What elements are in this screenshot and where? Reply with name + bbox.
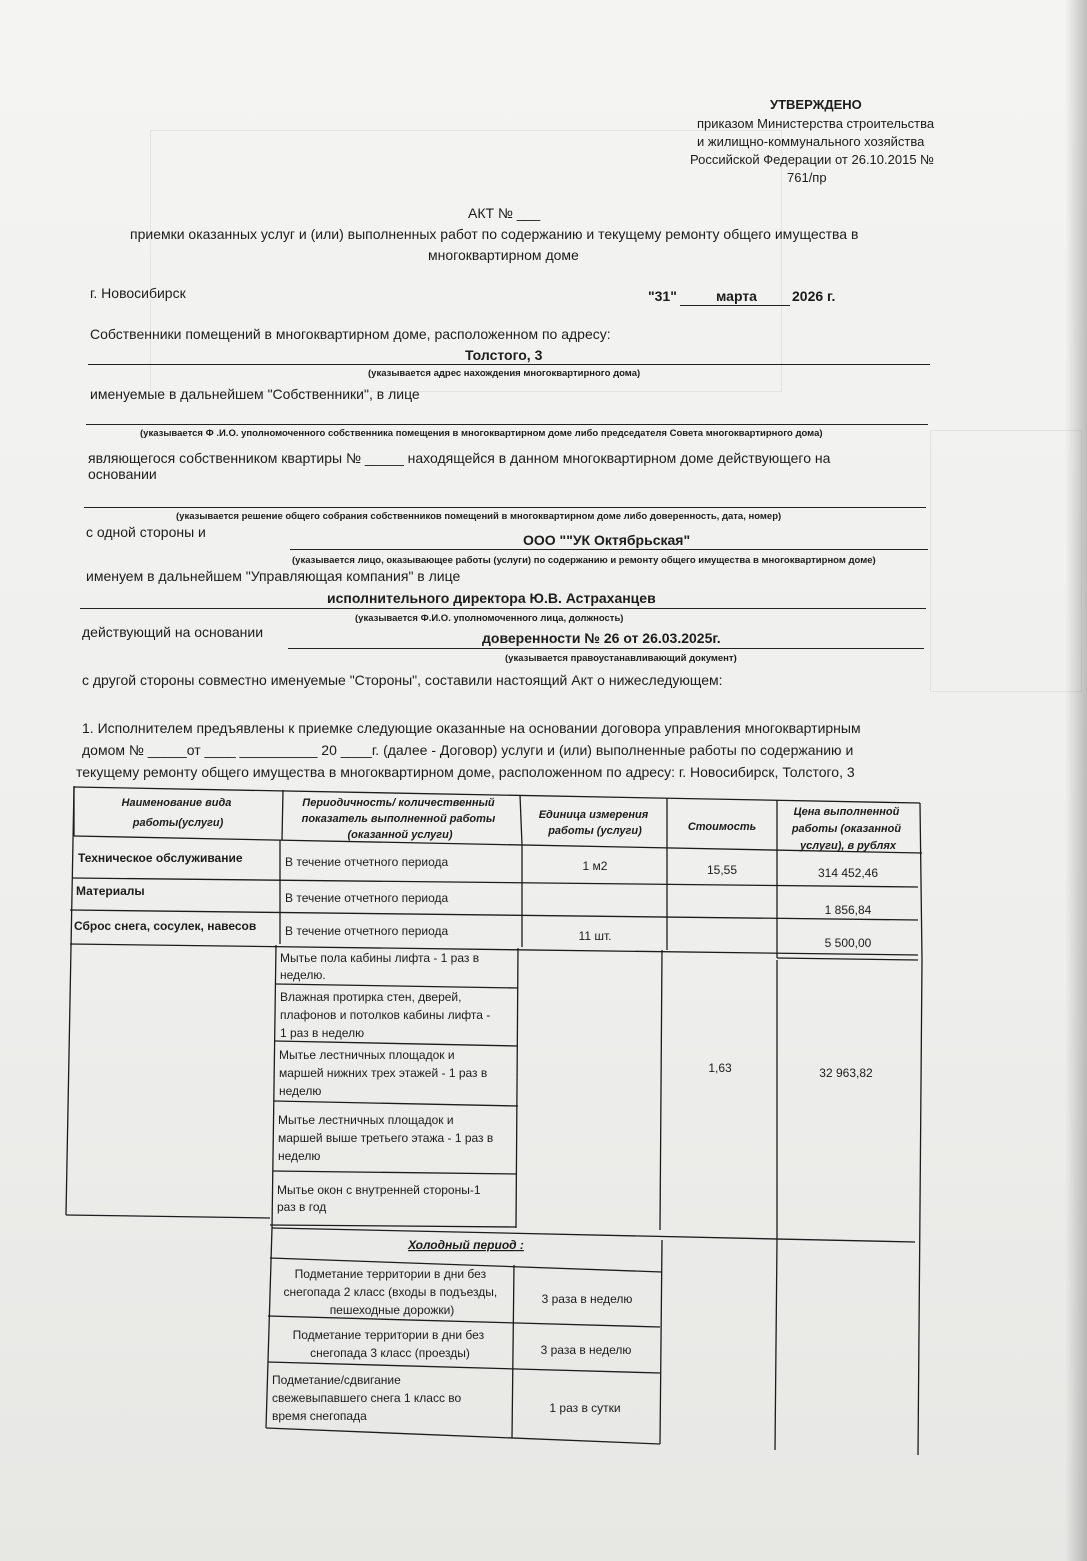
- cleaning-item-3-line-2: маршей нижних трех этажей - 1 раз в: [279, 1066, 488, 1080]
- cleaning-item-1-line-1: Мытье пола кабины лифта - 1 раз в: [280, 951, 480, 965]
- acting-on-label: действующий на основании: [82, 624, 264, 640]
- header-period-line-2: показатель выполненной работы: [301, 813, 496, 825]
- act-number: АКТ № ___: [468, 205, 541, 221]
- cold-item-2-line-2: снегопада 3 класс (проезды): [310, 1346, 470, 1360]
- header-name: [122, 797, 235, 829]
- basis-hint: (указывается решение общего собрания собственников помещений в многоквартирном доме либо доверенность, дата, номер): [176, 511, 782, 522]
- cleaning-item-2-line-3: 1 раз в неделю: [280, 1026, 365, 1040]
- row-2-name: Материалы: [76, 884, 145, 898]
- address-hint: (указывается адрес нахождения многоквартирного дома): [368, 368, 641, 379]
- contractor-hint: (указывается лицо, оказывающее работы (услуги) по содержанию и ремонту общего имущества в многоквартирном доме): [292, 555, 876, 566]
- cold-item-3-line-1: Подметание/сдвигание: [272, 1373, 401, 1387]
- row-1-period: В течение отчетного периода: [285, 855, 449, 869]
- approval-line-2: и жилищно-коммунального хозяйства: [697, 134, 925, 149]
- header-name-line-1: Наименование вида: [121, 797, 232, 809]
- cold-item-3: [272, 1373, 465, 1423]
- cold-item-2-line-1: Подметание территории в дни без: [292, 1328, 485, 1342]
- header-period-line-3: (оказанной услуги): [347, 829, 453, 841]
- cold-item-1-line-2: снегопада 2 класс (входы в подъезды,: [283, 1285, 498, 1299]
- header-cost: Стоимость: [687, 821, 757, 833]
- cold-item-1-line-3: пешеходные дорожки): [329, 1303, 455, 1317]
- cleaning-item-1: [280, 951, 482, 982]
- cold-item-2-frequency: 3 раза в неделю: [540, 1343, 632, 1357]
- cleaning-item-5-line-1: Мытье окон с внутренней стороны-1: [277, 1183, 481, 1197]
- cleaning-item-3-line-1: Мытье лестничных площадок и: [279, 1048, 455, 1062]
- cleaning-item-5-line-2: раз в год: [277, 1200, 327, 1214]
- approval-line-4: 761/пр: [787, 170, 827, 185]
- cleaning-item-4-line-2: маршей выше третьего этажа - 1 раз в: [278, 1131, 494, 1145]
- owners-intro: Собственники помещений в многоквартирном доме, расположенном по адресу:: [90, 326, 611, 342]
- cleaning-price: 32 963,82: [819, 1066, 873, 1080]
- cleaning-item-2-line-1: Влажная протирка стен, дверей,: [280, 990, 462, 1004]
- row-3-price: 5 500,00: [824, 936, 872, 950]
- representative-hint: (указывается Ф .И.О. уполномоченного собственника помещения в многоквартирном доме либо председателя Совета многоквартирного дома): [140, 428, 823, 439]
- company-named-as: именуем в дальнейшем "Управляющая компания" в лице: [86, 568, 461, 584]
- other-side-text: с другой стороны совместно именуемые "Стороны", составили настоящий Акт о нижеследующем:: [82, 672, 723, 688]
- cold-item-1-line-1: Подметание территории в дни без: [294, 1267, 487, 1281]
- header-unit-line-2: работы (услуги): [548, 825, 642, 837]
- cold-item-1-frequency: 3 раза в неделю: [541, 1292, 633, 1306]
- power-of-attorney: доверенности № 26 от 26.03.2025г.: [482, 630, 721, 646]
- row-3-name: Сброс снега, сосулек, навесов: [74, 919, 257, 933]
- approval-title: УТВЕРЖДЕНО: [770, 97, 862, 112]
- approval-line-3: Российской Федерации от 26.10.2015 №: [690, 152, 935, 167]
- cold-item-3-frequency: 1 раз в сутки: [549, 1401, 621, 1415]
- basis-label: основании: [88, 466, 157, 482]
- act-subtitle-1: приемки оказанных услуг и (или) выполненных работ по содержанию и текущему ремонту общего имущества в: [130, 226, 859, 242]
- contractor-name: ООО ""УК Октябрьская": [523, 532, 691, 548]
- owner-of-apartment: являющегося собственником квартиры № _____ находящейся в данном многоквартирном доме действующего на: [88, 450, 831, 466]
- header-name-line-2: работы(услуги): [132, 817, 224, 829]
- power-of-attorney-hint: (указывается правоустанавливающий документ): [505, 653, 737, 664]
- director-name: исполнительного директора Ю.В. Астраханцев: [327, 590, 656, 606]
- table-text-layer: [74, 797, 904, 1423]
- cold-item-1: [283, 1267, 500, 1317]
- table-grid: [66, 786, 922, 1455]
- cleaning-item-4: [278, 1113, 497, 1163]
- cleaning-item-5: [277, 1183, 484, 1214]
- row-1-unit: 1 м2: [582, 859, 608, 873]
- cleaning-item-4-line-1: Мытье лестничных площадок и: [278, 1113, 454, 1127]
- owners-address: Толстого, 3: [465, 347, 543, 363]
- header-price-line-1: Цена выполненной: [793, 806, 900, 818]
- row-3-unit: 11 шт.: [578, 929, 612, 943]
- cleaning-item-2: [280, 990, 494, 1040]
- header-unit: [539, 809, 652, 837]
- row-2-price: 1 856,84: [824, 903, 872, 917]
- director-hint: (указывается Ф.И.О. уполномоченного лица, должность): [355, 613, 624, 624]
- header-period-line-1: Периодичность/ количественный: [302, 797, 495, 809]
- cleaning-item-3-line-3: неделю: [279, 1084, 322, 1098]
- act-subtitle-2: многоквартирном доме: [428, 247, 579, 263]
- header-price: [791, 806, 904, 852]
- cleaning-cost: 1,63: [708, 1061, 732, 1075]
- cleaning-item-2-line-2: плафонов и потолков кабины лифта -: [280, 1008, 491, 1022]
- header-unit-line-1: Единица измерения: [538, 809, 649, 821]
- one-side-label: с одной стороны и: [86, 524, 206, 540]
- approval-line-1: приказом Министерства строительства: [697, 116, 935, 131]
- cold-period-title: Холодный период :: [408, 1238, 524, 1252]
- cleaning-item-3: [279, 1048, 491, 1098]
- owners-named-as: именуемые в дальнейшем "Собственники", в лице: [90, 386, 420, 402]
- header-period: [302, 797, 499, 841]
- cold-item-3-line-3: время снегопада: [272, 1409, 367, 1423]
- row-3-period: В течение отчетного периода: [285, 924, 449, 938]
- row-2-period: В течение отчетного периода: [285, 891, 449, 905]
- header-price-line-2: работы (оказанной: [791, 823, 902, 835]
- date-year: 2026 г.: [792, 288, 836, 304]
- clause-1-line-1: 1. Исполнителем предъявлены к приемке следующие оказанные на основании договора управления многоквартирным: [82, 720, 861, 736]
- date-day: "31": [648, 288, 677, 304]
- date-month: марта: [716, 288, 757, 304]
- row-1-name: Техническое обслуживание: [78, 851, 243, 865]
- city: г. Новосибирск: [90, 285, 186, 301]
- header-price-line-3: услуги), в рублях: [800, 840, 896, 852]
- row-1-cost: 15,55: [706, 863, 738, 877]
- clause-1-line-3: текущему ремонту общего имущества в многоквартирном доме, расположенном по адресу: г. Новосибирск, Толстого, 3: [76, 764, 855, 780]
- clause-1-line-2: домом № _____от ____ __________ 20 ____г. (далее - Договор) услуги и (или) выполненные работы по содержанию и: [82, 742, 854, 758]
- row-1-price: 314 452,46: [817, 866, 879, 880]
- cleaning-item-4-line-3: неделю: [278, 1149, 321, 1163]
- cold-item-2: [293, 1328, 488, 1360]
- cleaning-item-1-line-2: неделю.: [280, 968, 326, 982]
- cold-item-3-line-2: свежевыпавшего снега 1 класс во: [272, 1391, 462, 1405]
